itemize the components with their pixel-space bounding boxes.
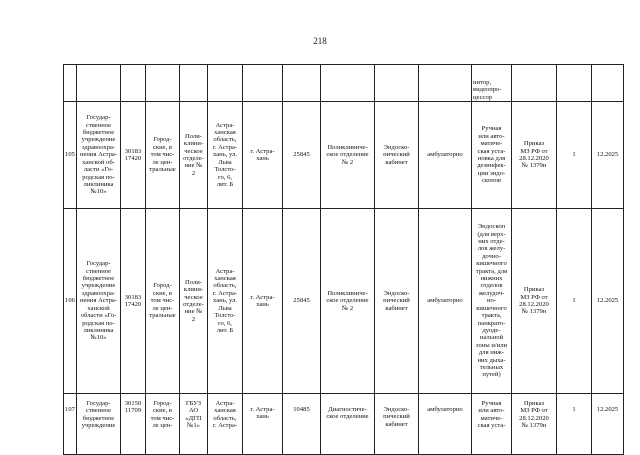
department-cell: Диагностиче- ское отделение xyxy=(321,394,375,455)
equipment-cell: Эндоскоп (для верх- них отде- лов желу- дочно- кишечного тракта, для нижних отделов желудоч- но- кишечного тракта, панкрато- дуоде- нальной зоны и/или для ниж- них дыха- тельных путей) xyxy=(472,209,512,394)
category-cell: Город- ские, в том чис- ле цен- тральные xyxy=(146,102,180,209)
equipment-cell: нитор, видеопро- цессор xyxy=(472,65,512,102)
code-cell: 30183 17420 xyxy=(121,102,146,209)
date-cell: 12.2025 xyxy=(592,102,624,209)
row-number: 105 xyxy=(64,102,77,209)
institution-cell: Государ- ственное бюджетное учреждение здравоохра- нения Астра- ханской об- ласти «Го- родская по- ликлиника №10» xyxy=(77,102,121,209)
division-cell: Поли- клини- ческое отделе- ние № 2 xyxy=(180,102,208,209)
cabinet-cell: Эндоско- пический кабинет xyxy=(375,102,419,209)
table-row xyxy=(64,209,624,394)
order-cell: Приказ МЗ РФ от 28.12.2020 № 1379н xyxy=(512,102,557,209)
division-cell: Поли- клини- ческое отделе- ние № 2 xyxy=(180,209,208,394)
code-cell: 30183 17420 xyxy=(121,209,146,394)
row-number: 107 xyxy=(64,394,77,455)
institution-cell: Государ- ственное бюджетное учреждение xyxy=(77,394,121,455)
table-row xyxy=(64,394,624,455)
cabinet-cell: Эндоско- пический кабинет xyxy=(375,394,419,455)
equipment-cell: Ручная или авто- матиче- ская уста- xyxy=(472,394,512,455)
table-row xyxy=(64,102,624,209)
city-cell: г. Астра- хань xyxy=(243,394,283,455)
department-cell: Поликлиниче- ское отделение № 2 xyxy=(321,102,375,209)
code-cell: 30150 11709 xyxy=(121,394,146,455)
department-cell: Поликлиниче- ское отделение № 2 xyxy=(321,209,375,394)
order-cell: Приказ МЗ РФ от 28.12.2020 № 1379н xyxy=(512,209,557,394)
institution-cell: Государ- ственное бюджетное учреждение здравоохра- нения Астра- ханской области «Го- родская по- ликлиника №10» xyxy=(77,209,121,394)
postal-cell: 25845 xyxy=(283,102,321,209)
cabinet-cell: Эндоско- пический кабинет xyxy=(375,209,419,394)
qty-cell: 1 xyxy=(557,102,592,209)
date-cell: 12.2025 xyxy=(592,394,624,455)
category-cell: Город- ские, в том чис- ле цен- тральные xyxy=(146,209,180,394)
equipment-cell: Ручная или авто- матиче- ская уста- новка для дезинфек- ции эндо- скопов xyxy=(472,102,512,209)
date-cell: 12.2025 xyxy=(592,209,624,394)
postal-cell: 25845 xyxy=(283,209,321,394)
postal-cell: 10485 xyxy=(283,394,321,455)
order-cell: Приказ МЗ РФ от 28.12.2020 № 1379н xyxy=(512,394,557,455)
qty-cell: 1 xyxy=(557,209,592,394)
page-number: 218 xyxy=(313,36,327,46)
address-cell: Астра- ханская область, г. Астра- хань, ул. Льва Толсто- го, 6, лит. Б xyxy=(208,102,243,209)
qty-cell: 1 xyxy=(557,394,592,455)
type-cell: амбулаторно xyxy=(419,394,472,455)
address-cell: Астра- ханская область, г. Астра- xyxy=(208,394,243,455)
type-cell: амбулаторно xyxy=(419,102,472,209)
table-row-fragment xyxy=(64,65,624,102)
row-number: 106 xyxy=(64,209,77,394)
address-cell: Астра- ханская область, г. Астра- хань, ул. Льва Толсто- го, 6, лит. Б xyxy=(208,209,243,394)
city-cell: г. Астра- хань xyxy=(243,209,283,394)
equipment-table xyxy=(63,64,624,455)
category-cell: Город- ские, в том чис- ле цен- xyxy=(146,394,180,455)
division-cell: ГБУЗ АО «ДГП №1» xyxy=(180,394,208,455)
type-cell: амбулаторно xyxy=(419,209,472,394)
city-cell: г. Астра- хань xyxy=(243,102,283,209)
